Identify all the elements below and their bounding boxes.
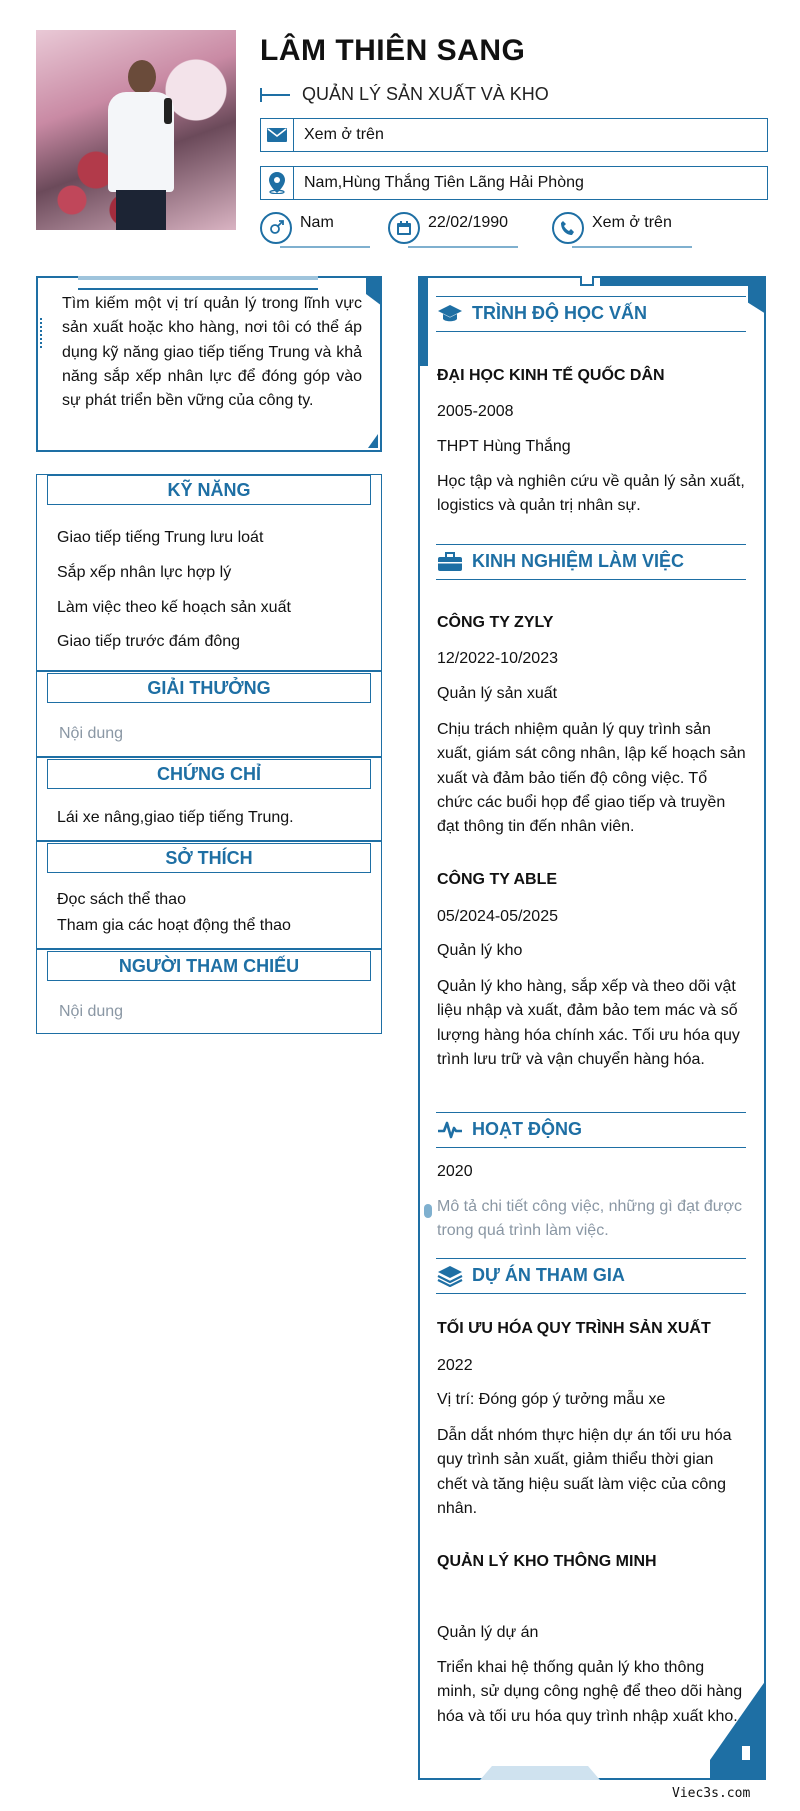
hobby-item: Tham gia các hoạt động thể thao xyxy=(57,917,291,934)
timeline-marker xyxy=(424,1204,432,1218)
experience-position: Quản lý sản xuất xyxy=(437,685,558,702)
phone-value: Xem ở trên xyxy=(592,214,672,231)
certificates-title: CHỨNG CHỈ xyxy=(47,759,371,789)
job-title: QUẢN LÝ SẢN XUẤT VÀ KHO xyxy=(302,84,549,104)
candidate-name: LÂM THIÊN SANG xyxy=(260,34,526,67)
gender-value: Nam xyxy=(300,214,334,231)
address-field xyxy=(260,166,768,200)
graduation-cap-icon xyxy=(436,303,464,325)
birthday-info xyxy=(388,210,518,250)
education-header xyxy=(436,296,746,332)
gender-icon xyxy=(260,212,292,244)
project-name: QUẢN LÝ KHO THÔNG MINH xyxy=(437,1553,657,1570)
activities-description: Mô tả chi tiết công việc, những gì đạt được trong quá trình làm việc. xyxy=(437,1198,742,1240)
experience-position: Quản lý kho xyxy=(437,942,523,959)
profile-photo xyxy=(36,30,236,230)
layers-icon xyxy=(436,1265,464,1287)
experience-period: 12/2022-10/2023 xyxy=(437,650,558,667)
skill-item: Giao tiếp trước đám đông xyxy=(57,633,241,650)
experience-title: KINH NGHIỆM LÀM VIỆC xyxy=(472,551,685,571)
education-major: THPT Hùng Thắng xyxy=(437,438,571,455)
skills-section xyxy=(36,474,382,672)
project-role: Quản lý dự án xyxy=(437,1624,539,1641)
calendar-icon xyxy=(388,212,420,244)
project-description: Triển khai hệ thống quản lý kho thông minh, sử dụng công nghệ để theo dõi hàng hóa và tối ưu hóa quy trình nhập xuất kho. xyxy=(437,1659,743,1725)
project-description: Dẫn dắt nhóm thực hiện dự án tối ưu hóa quy trình sản xuất, giảm thiểu thời gian chết và tăng hiệu suất làm việc của công nhân. xyxy=(437,1427,732,1517)
awards-section xyxy=(36,670,382,758)
phone-icon xyxy=(552,212,584,244)
experience-description: Chịu trách nhiệm quản lý quy trình sản xuất, giám sát công nhân, lập kế hoạch sản xuất và đảm bảo tiến độ công việc. Tổ chức các buổi họp để giao tiếp và truyền đạt thông tin đến nhân viên. xyxy=(437,721,746,836)
briefcase-icon xyxy=(436,551,464,573)
activities-header xyxy=(436,1112,746,1148)
project-role: Vị trí: Đóng góp ý tưởng mẫu xe xyxy=(437,1391,666,1408)
experience-company: CÔNG TY ABLE xyxy=(437,871,558,888)
career-objective xyxy=(36,276,382,452)
footer-watermark: Viec3s.com xyxy=(672,1786,751,1801)
certificates-content: Lái xe nâng,giao tiếp tiếng Trung. xyxy=(57,809,294,826)
skills-title: KỸ NĂNG xyxy=(47,475,371,505)
skill-item: Giao tiếp tiếng Trung lưu loát xyxy=(57,529,264,546)
experience-header xyxy=(436,544,746,580)
education-period: 2005-2008 xyxy=(437,403,514,420)
gender-info xyxy=(260,210,370,250)
project-year: 2022 xyxy=(437,1357,473,1374)
education-title: TRÌNH ĐỘ HỌC VẤN xyxy=(472,303,647,323)
email-field xyxy=(260,118,768,152)
pulse-icon xyxy=(436,1119,464,1141)
job-title-row xyxy=(260,82,770,108)
objective-text: Tìm kiếm một vị trí quản lý trong lĩnh vực sản xuất hoặc kho hàng, nơi tôi có thể áp dụng kỹ năng giao tiếp tiếng Trung và khả năng sắp xếp nhân lực để đóng góp vào sự phát triển bền vững của công ty. xyxy=(62,295,362,410)
activities-year: 2020 xyxy=(437,1163,473,1180)
experience-description: Quản lý kho hàng, sắp xếp và theo dõi vật liệu nhập và xuất, đảm bảo tem mác và số lượng hàng hóa chính xác. Tối ưu hóa quy trình lưu trữ và vận chuyển hàng hóa. xyxy=(437,978,740,1068)
awards-content: Nội dung xyxy=(59,725,124,742)
address-value: Nam,Hùng Thắng Tiên Lãng Hải Phòng xyxy=(304,174,584,191)
email-value: Xem ở trên xyxy=(304,126,384,143)
mail-icon xyxy=(261,119,294,151)
hobbies-title: SỞ THÍCH xyxy=(47,843,371,873)
skill-item: Sắp xếp nhân lực hợp lý xyxy=(57,564,232,581)
location-pin-icon xyxy=(261,167,294,199)
experience-company: CÔNG TY ZYLY xyxy=(437,614,554,631)
references-content: Nội dung xyxy=(59,1003,124,1020)
projects-title: DỰ ÁN THAM GIA xyxy=(472,1265,625,1285)
certificates-section xyxy=(36,756,382,842)
experience-period: 05/2024-05/2025 xyxy=(437,908,558,925)
skill-item: Làm việc theo kế hoạch sản xuất xyxy=(57,599,291,616)
references-title: NGƯỜI THAM CHIẾU xyxy=(47,951,371,981)
activities-title: HOẠT ĐỘNG xyxy=(472,1119,582,1139)
awards-title: GIẢI THƯỞNG xyxy=(47,673,371,703)
project-name: TỐI ƯU HÓA QUY TRÌNH SẢN XUẤT xyxy=(437,1320,711,1337)
birthday-value: 22/02/1990 xyxy=(428,214,509,231)
hobby-item: Đọc sách thể thao xyxy=(57,891,186,908)
education-school: ĐẠI HỌC KINH TẾ QUỐC DÂN xyxy=(437,367,665,384)
hobbies-section xyxy=(36,840,382,950)
phone-info xyxy=(552,210,692,250)
education-description: Học tập và nghiên cứu về quản lý sản xuất, logistics và quản trị nhân sự. xyxy=(437,473,745,515)
references-section xyxy=(36,948,382,1034)
projects-header xyxy=(436,1258,746,1294)
